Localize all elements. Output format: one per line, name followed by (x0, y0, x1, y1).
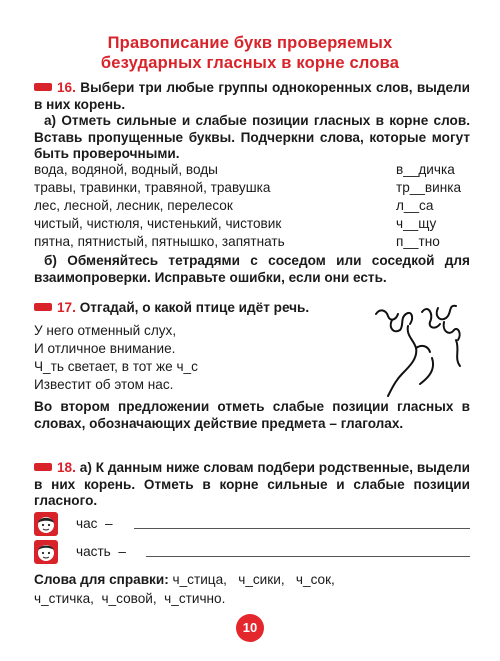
exercise-marker-icon (34, 303, 52, 311)
gap-word: п__тно (396, 234, 440, 249)
exercise-16-task-b: б) Обменяйтесь тетрадями с соседом или соседкой для взаимопроверки. Исправьте ошибки, если они есть. (34, 253, 470, 285)
gap-word: л__са (396, 198, 434, 213)
answer-line[interactable] (134, 528, 470, 529)
exercise-17-task (34, 399, 470, 432)
exercise-17-task-highlight: глаголах. (340, 415, 404, 431)
reference-words: ч_стица, ч_сики, ч_сок, (172, 572, 335, 587)
exercise-marker-icon (34, 83, 52, 91)
word-row (34, 215, 470, 232)
answer-line[interactable] (146, 556, 470, 557)
reference-words-line-2: ч_стичка, ч_совой, ч_стично. (34, 591, 226, 606)
word-row (34, 179, 470, 196)
exercise-17-task-text: Во втором предложении отметь слабые позиции гласных в словах, обозначающих действие предмета – (34, 399, 470, 431)
reference-words-line-1 (34, 570, 474, 589)
rooster-sketch-icon (370, 300, 472, 400)
reference-label: Слова для справки: (34, 572, 169, 587)
girl-face-icon (34, 512, 58, 536)
boy-face-icon (34, 540, 58, 564)
answer-word: часть – (76, 544, 126, 559)
poem-line: Ч_ть светает, в тот же ч_с (34, 359, 198, 374)
answer-row (34, 512, 474, 536)
exercise-number: 16. (57, 80, 76, 95)
exercise-16-task-a: а) Отметь сильные и слабые позиции гласных в корне слов. Вставь пропущенные буквы. Подчеркни слова, которые могут быть проверочными. (34, 113, 470, 161)
gap-word: тр__винка (396, 180, 462, 195)
gap-word: ч__щу (396, 216, 437, 231)
answer-row (34, 540, 474, 564)
word-group: лес, лесной, лесник, перелесок (34, 198, 233, 213)
poem-line: У него отменный слух, (34, 323, 177, 338)
word-row (34, 161, 470, 178)
word-group: чистый, чистюля, чистенький, чистовик (34, 216, 282, 231)
page-title-line-1: Правописание букв проверяемых (107, 34, 393, 52)
word-group: вода, водяной, водный, воды (34, 162, 218, 177)
exercise-16-intro (34, 80, 470, 113)
exercise-17-intro (34, 300, 364, 317)
gap-word: в__дичка (396, 162, 455, 177)
exercise-number: 17. (57, 300, 76, 315)
exercise-17-intro-text: Отгадай, о какой птице идёт речь. (79, 300, 310, 315)
word-group: травы, травинки, травяной, травушка (34, 180, 271, 195)
exercise-18-intro (34, 460, 470, 510)
word-row (34, 197, 470, 214)
poem-line: И отличное внимание. (34, 341, 176, 356)
exercise-number: 18. (57, 460, 76, 475)
page-number-badge: 10 (236, 614, 264, 642)
word-row (34, 233, 470, 250)
exercise-16-intro-text: Выбери три любые группы однокоренных слов, выдели в них корень. (34, 80, 471, 112)
exercise-18-intro-text: а) К данным ниже словам подбери родственные, выдели в них корень. Отметь в корне сильные и слабые позиции гласного. (34, 460, 470, 508)
poem-line: Известит об этом нас. (34, 377, 174, 392)
answer-word: час – (76, 516, 113, 531)
exercise-marker-icon (34, 463, 52, 471)
page-title-line-2: безударных гласных в корне слова (100, 54, 400, 72)
word-group: пятна, пятнистый, пятнышко, запятнать (34, 234, 285, 249)
